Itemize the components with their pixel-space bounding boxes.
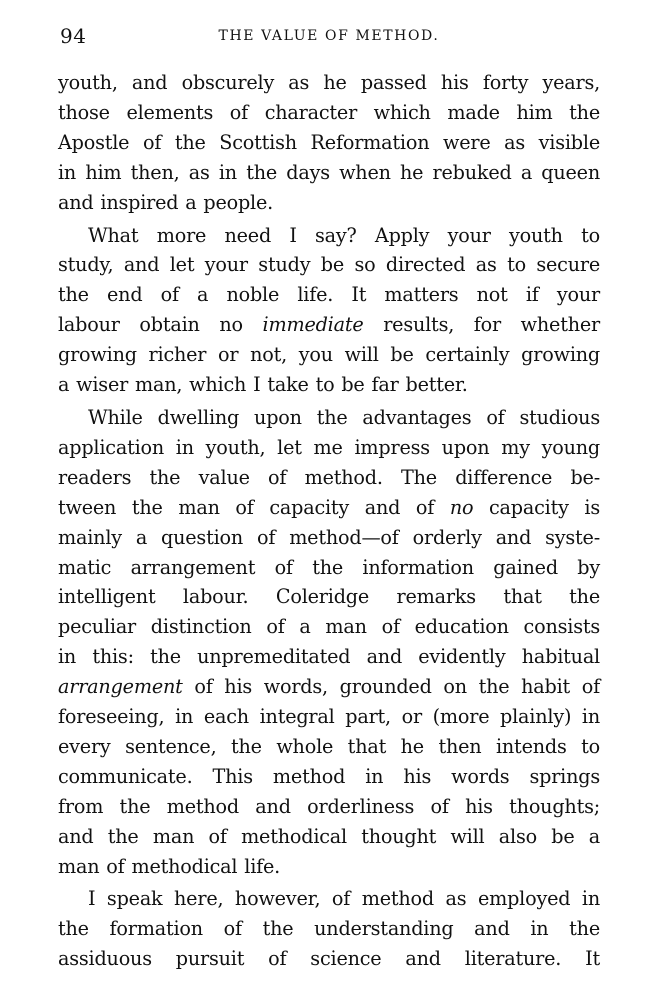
italic-text: no xyxy=(449,495,474,519)
running-title: THE VALUE OF METHOD. xyxy=(218,28,440,44)
text-line: foreseeing, in each integral part, or (more plainly) in xyxy=(58,705,600,729)
paragraph-3 xyxy=(58,403,600,882)
text-line: study, and let your study be so directed as to secure xyxy=(58,253,600,277)
paragraph-2 xyxy=(58,221,600,400)
text-line: intelligent labour. Coleridge remarks that the xyxy=(58,585,600,609)
text-line: and inspired a people. xyxy=(58,190,274,214)
paragraph-4 xyxy=(58,884,600,974)
body-text xyxy=(58,68,600,974)
text-line: from the method and orderliness of his thoughts; xyxy=(58,794,600,818)
text-line xyxy=(58,672,600,702)
text-run: tween the man of capacity and of xyxy=(58,495,450,519)
text-line: man of methodical life. xyxy=(58,854,281,878)
text-line xyxy=(58,310,600,340)
text-line: readers the value of method. The difference be- xyxy=(58,465,600,489)
text-line: I speak here, however, of method as employed in xyxy=(88,887,600,911)
text-line: youth, and obscurely as he passed his forty years, xyxy=(58,71,600,94)
text-line: What more need I say? Apply your youth to xyxy=(88,223,600,247)
text-line: every sentence, the whole that he then intends to xyxy=(58,734,600,758)
text-line: a wiser man, which I take to be far better. xyxy=(58,373,468,397)
text-line: those elements of character which made him the xyxy=(58,100,600,124)
text-line xyxy=(58,493,600,523)
text-line: in this: the unpremeditated and evidently habitual xyxy=(58,645,600,669)
book-page xyxy=(58,20,600,977)
text-run: capacity is xyxy=(473,495,600,519)
italic-text: immediate xyxy=(262,313,364,337)
page-number: 94 xyxy=(60,24,87,48)
text-line: communicate. This method in his words springs xyxy=(58,764,600,788)
text-line: matic arrangement of the information gained by xyxy=(58,555,600,579)
text-run: of his words, grounded on the habit of xyxy=(182,675,600,699)
text-line: in him then, as in the days when he rebuked a queen xyxy=(58,160,600,184)
text-line: peculiar distinction of a man of education consists xyxy=(58,615,600,639)
text-line: assiduous pursuit of science and literature. It xyxy=(58,947,600,971)
text-line: mainly a question of method—of orderly and syste- xyxy=(58,525,600,549)
text-line: application in youth, let me impress upon my young xyxy=(58,435,600,459)
text-line: While dwelling upon the advantages of studious xyxy=(88,405,600,429)
text-line: and the man of methodical thought will also be a xyxy=(58,824,600,848)
running-head xyxy=(58,20,600,56)
italic-text: arrangement xyxy=(58,675,183,699)
text-line: Apostle of the Scottish Reformation were as visible xyxy=(58,130,600,154)
text-run: labour obtain no xyxy=(58,313,263,337)
text-line: the formation of the understanding and in the xyxy=(58,917,600,941)
text-run: results, for whether xyxy=(363,313,600,337)
paragraph-1 xyxy=(58,68,600,218)
text-line: growing richer or not, you will be certainly growing xyxy=(58,343,600,367)
text-line: the end of a noble life. It matters not if your xyxy=(58,283,600,307)
